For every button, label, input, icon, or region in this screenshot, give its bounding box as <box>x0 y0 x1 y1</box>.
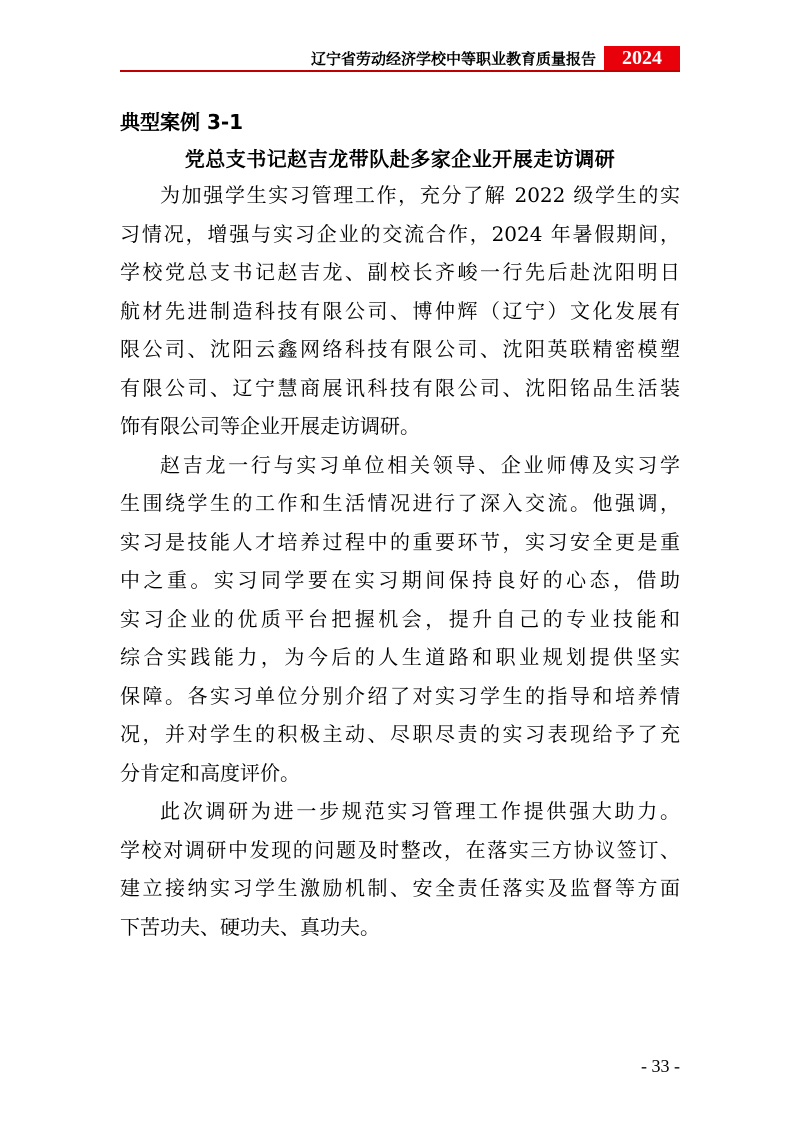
paragraph-line: 实习企业的优质平台把握机会，提升自己的专业技能和 <box>120 606 680 631</box>
paragraph-line: 饰有限公司等企业开展走访调研。 <box>120 414 420 438</box>
paragraph-line: 习情况，增强与实习企业的交流合作，2024 年暑假期间， <box>120 221 680 246</box>
header-divider <box>120 70 680 72</box>
paragraph-line: 中之重。实习同学要在实习期间保持良好的心态，借助 <box>120 568 680 592</box>
paragraph-line: 实习是技能人才培养过程中的重要环节，实习安全更是重 <box>120 529 680 554</box>
page-header <box>120 46 680 70</box>
paragraph-line: 保障。各实习单位分别介绍了对实习学生的指导和培养情 <box>120 683 680 708</box>
paragraph-line: 学校党总支书记赵吉龙、副校长齐峻一行先后赴沈阳明日 <box>120 260 680 284</box>
paragraph-line: 况，并对学生的积极主动、尽职尽责的实习表现给予了充 <box>120 722 680 746</box>
paragraph-line: 此次调研为进一步规范实习管理工作提供强大助力。 <box>160 799 680 823</box>
paragraph-line: 生围绕学生的工作和生活情况进行了深入交流。他强调， <box>120 491 680 515</box>
paragraph-line: 赵吉龙一行与实习单位相关领导、企业师傅及实习学 <box>160 452 680 477</box>
paragraph-line: 综合实践能力，为今后的人生道路和职业规划提供坚实 <box>120 645 680 669</box>
paragraph-line: 限公司、沈阳云鑫网络科技有限公司、沈阳英联精密模塑 <box>120 337 680 361</box>
paragraph-line: 下苦功夫、硬功夫、真功夫。 <box>120 914 380 939</box>
paragraph-line: 为加强学生实习管理工作，充分了解 2022 级学生的实 <box>160 183 680 207</box>
paragraph-line: 学校对调研中发现的问题及时整改，在落实三方协议签订、 <box>120 837 680 862</box>
case-title: 党总支书记赵吉龙带队赴多家企业开展走访调研 <box>184 147 616 171</box>
paragraph-line: 建立接纳实习学生激励机制、安全责任落实及监督等方面 <box>120 876 680 900</box>
report-title: 辽宁省劳动经济学校中等职业教育质量报告 <box>310 49 596 68</box>
paragraph-line: 有限公司、辽宁慧商展讯科技有限公司、沈阳铭品生活装 <box>120 375 680 400</box>
page-number: - 33 - <box>641 1056 680 1076</box>
paragraph-line: 分肯定和高度评价。 <box>120 760 300 785</box>
year-badge: 2024 <box>604 46 680 70</box>
case-label: 典型案例 3-1 <box>120 110 244 134</box>
paragraph-line: 航材先进制造科技有限公司、博仲辉（辽宁）文化发展有 <box>120 298 680 323</box>
case-body <box>120 176 680 946</box>
